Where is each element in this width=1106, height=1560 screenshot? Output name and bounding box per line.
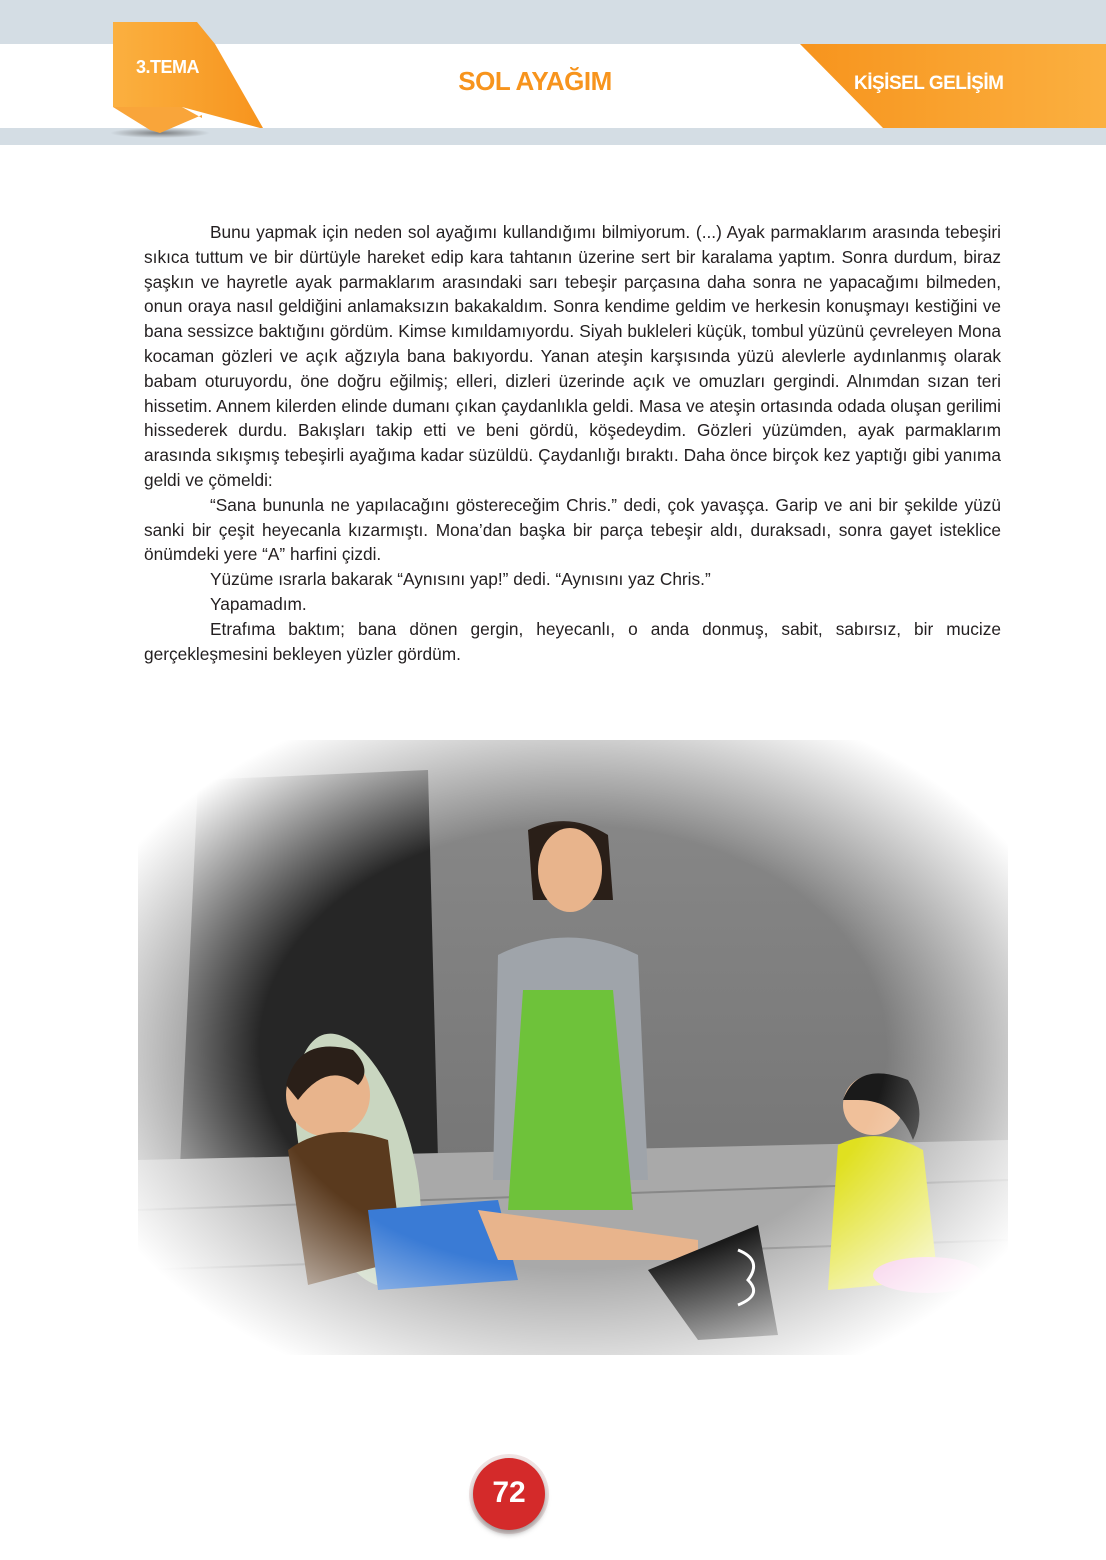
page-title: SOL AYAĞIM bbox=[458, 66, 612, 96]
paragraph: “Sana bununla ne yapılacağını göstereceğim Chris.” dedi, çok yavaşça. Garip ve ani bir şekilde yüzü sanki bir çeşit heyecanla kızarmıştı. Mona’dan başka bir parça tebeşir aldı, duraksadı, sonra gayet isteklice önümdeki yere “A” harfini çizdi. bbox=[144, 494, 1001, 565]
story-illustration bbox=[138, 740, 1008, 1355]
paragraph: Etrafıma baktım; bana dönen gergin, heyecanlı, o anda donmuş, sabit, sabırsız, bir mucize gerçekleşmesini bekleyen yüzler gördüm. bbox=[144, 618, 1001, 664]
paragraph: Yüzüme ısrarla bakarak “Aynısını yap!” dedi. “Aynısını yaz Chris.” bbox=[210, 569, 711, 590]
theme-label: 3.TEMA bbox=[136, 57, 200, 77]
story-text bbox=[144, 220, 1001, 666]
page-number: 72 bbox=[473, 1458, 545, 1530]
paragraph: Bunu yapmak için neden sol ayağımı kullandığımı bilmiyorum. (...) Ayak parmaklarım arasında tebeşiri sıkıca tuttum ve bir dürtüyle hareket edip kara tahtanın üzerine sert bir karalama yaptım. Sonra durdum, biraz şaşkın ve hayretle ayak parmaklarım arasındaki sarı tebeşir parçasına daha sonra ne yapacağımı bilmeden, onun oraya nasıl geldiğini anlamaksızın bakakaldım. Sonra kendime geldim ve herkesin konuşmayı kestiğini ve bana sessizce baktığını gördüm. Kimse kımıldamıyordu. Siyah bukleleri küçük, tombul yüzünü çevreleyen Mona kocaman gözleri ve açık ağzıyla bana bakıyordu. Yanan ateşin karşısında yüzü alevlerle aydınlanmış olarak babam oturuyordu, öne doğru eğilmiş; elleri, dizleri üzerinde açık ve omuzları gergindi. Alnımdan sızan teri hissetim. Annem kilerden elinde dumanı çıkan çaydanlıkla geldi. Masa ve ateşin ortasında odada oluşan gerilimi hissederek durdu. Bakışları takip etti ve beni gördü, köşedeydim. Gözleri yüzümden, ayak parmaklarım arasında sıkışmış tebeşirli ayağıma kadar süzüldü. Çaydanlığı bıraktı. Daha önce birçok kez yaptığı gibi yanıma geldi ve çömeldi: bbox=[144, 222, 1001, 490]
paragraph: Yapamadım. bbox=[210, 593, 307, 614]
section-label: KİŞİSEL GELİŞİM bbox=[854, 73, 1004, 94]
